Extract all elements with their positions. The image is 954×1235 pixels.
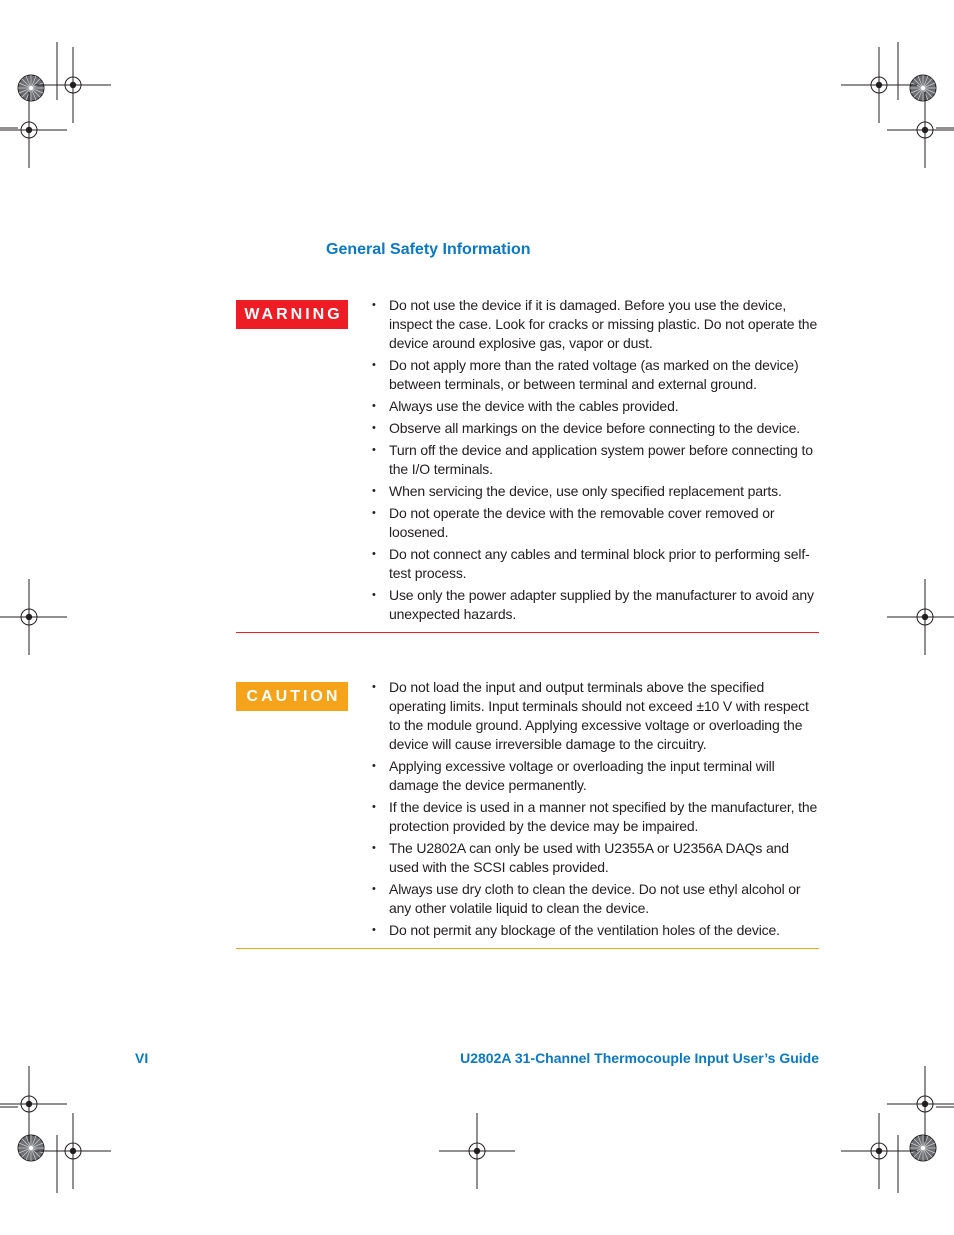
list-item: • Applying excessive voltage or overloading the input terminal will damage the device permanently. — [372, 757, 819, 795]
list-item: • Use only the power adapter supplied by the manufacturer to avoid any unexpected hazards. — [372, 586, 819, 624]
list-item: • Do not connect any cables and terminal block prior to performing self-test process. — [372, 545, 819, 583]
list-item: • Do not load the input and output terminals above the specified operating limits. Input terminals should not exceed ±10 V with respect to the module ground. Applying excessive voltage or overloading the device will cause irreversible damage to the circuitry. — [372, 678, 819, 754]
list-item: • Do not apply more than the rated voltage (as marked on the device) between terminals, or between terminal and external ground. — [372, 356, 819, 394]
list-item: • Do not operate the device with the removable cover removed or loosened. — [372, 504, 819, 542]
list-item: • Always use the device with the cables provided. — [372, 397, 819, 416]
list-item: • Do not permit any blockage of the ventilation holes of the device. — [372, 921, 819, 940]
warning-divider — [236, 632, 819, 633]
caution-list — [372, 678, 819, 943]
list-item: • The U2802A can only be used with U2355A or U2356A DAQs and used with the SCSI cables provided. — [372, 839, 819, 877]
caution-divider — [236, 948, 819, 949]
list-item: • Turn off the device and application system power before connecting to the I/O terminals. — [372, 441, 819, 479]
caution-badge: CAUTION — [236, 682, 348, 711]
list-item: • Observe all markings on the device before connecting to the device. — [372, 419, 819, 438]
section-title: General Safety Information — [326, 241, 531, 258]
list-item: • Do not use the device if it is damaged. Before you use the device, inspect the case. Look for cracks or missing plastic. Do not operate the device around explosive gas, vapor or dust. — [372, 296, 819, 353]
page-number: VI — [135, 1050, 149, 1066]
warning-badge: WARNING — [236, 300, 348, 329]
warning-list — [372, 296, 819, 627]
list-item: • If the device is used in a manner not specified by the manufacturer, the protection provided by the device may be impaired. — [372, 798, 819, 836]
guide-title: U2802A 31-Channel Thermocouple Input User’s Guide — [460, 1050, 819, 1066]
list-item: • Always use dry cloth to clean the device. Do not use ethyl alcohol or any other volatile liquid to clean the device. — [372, 880, 819, 918]
list-item: • When servicing the device, use only specified replacement parts. — [372, 482, 819, 501]
